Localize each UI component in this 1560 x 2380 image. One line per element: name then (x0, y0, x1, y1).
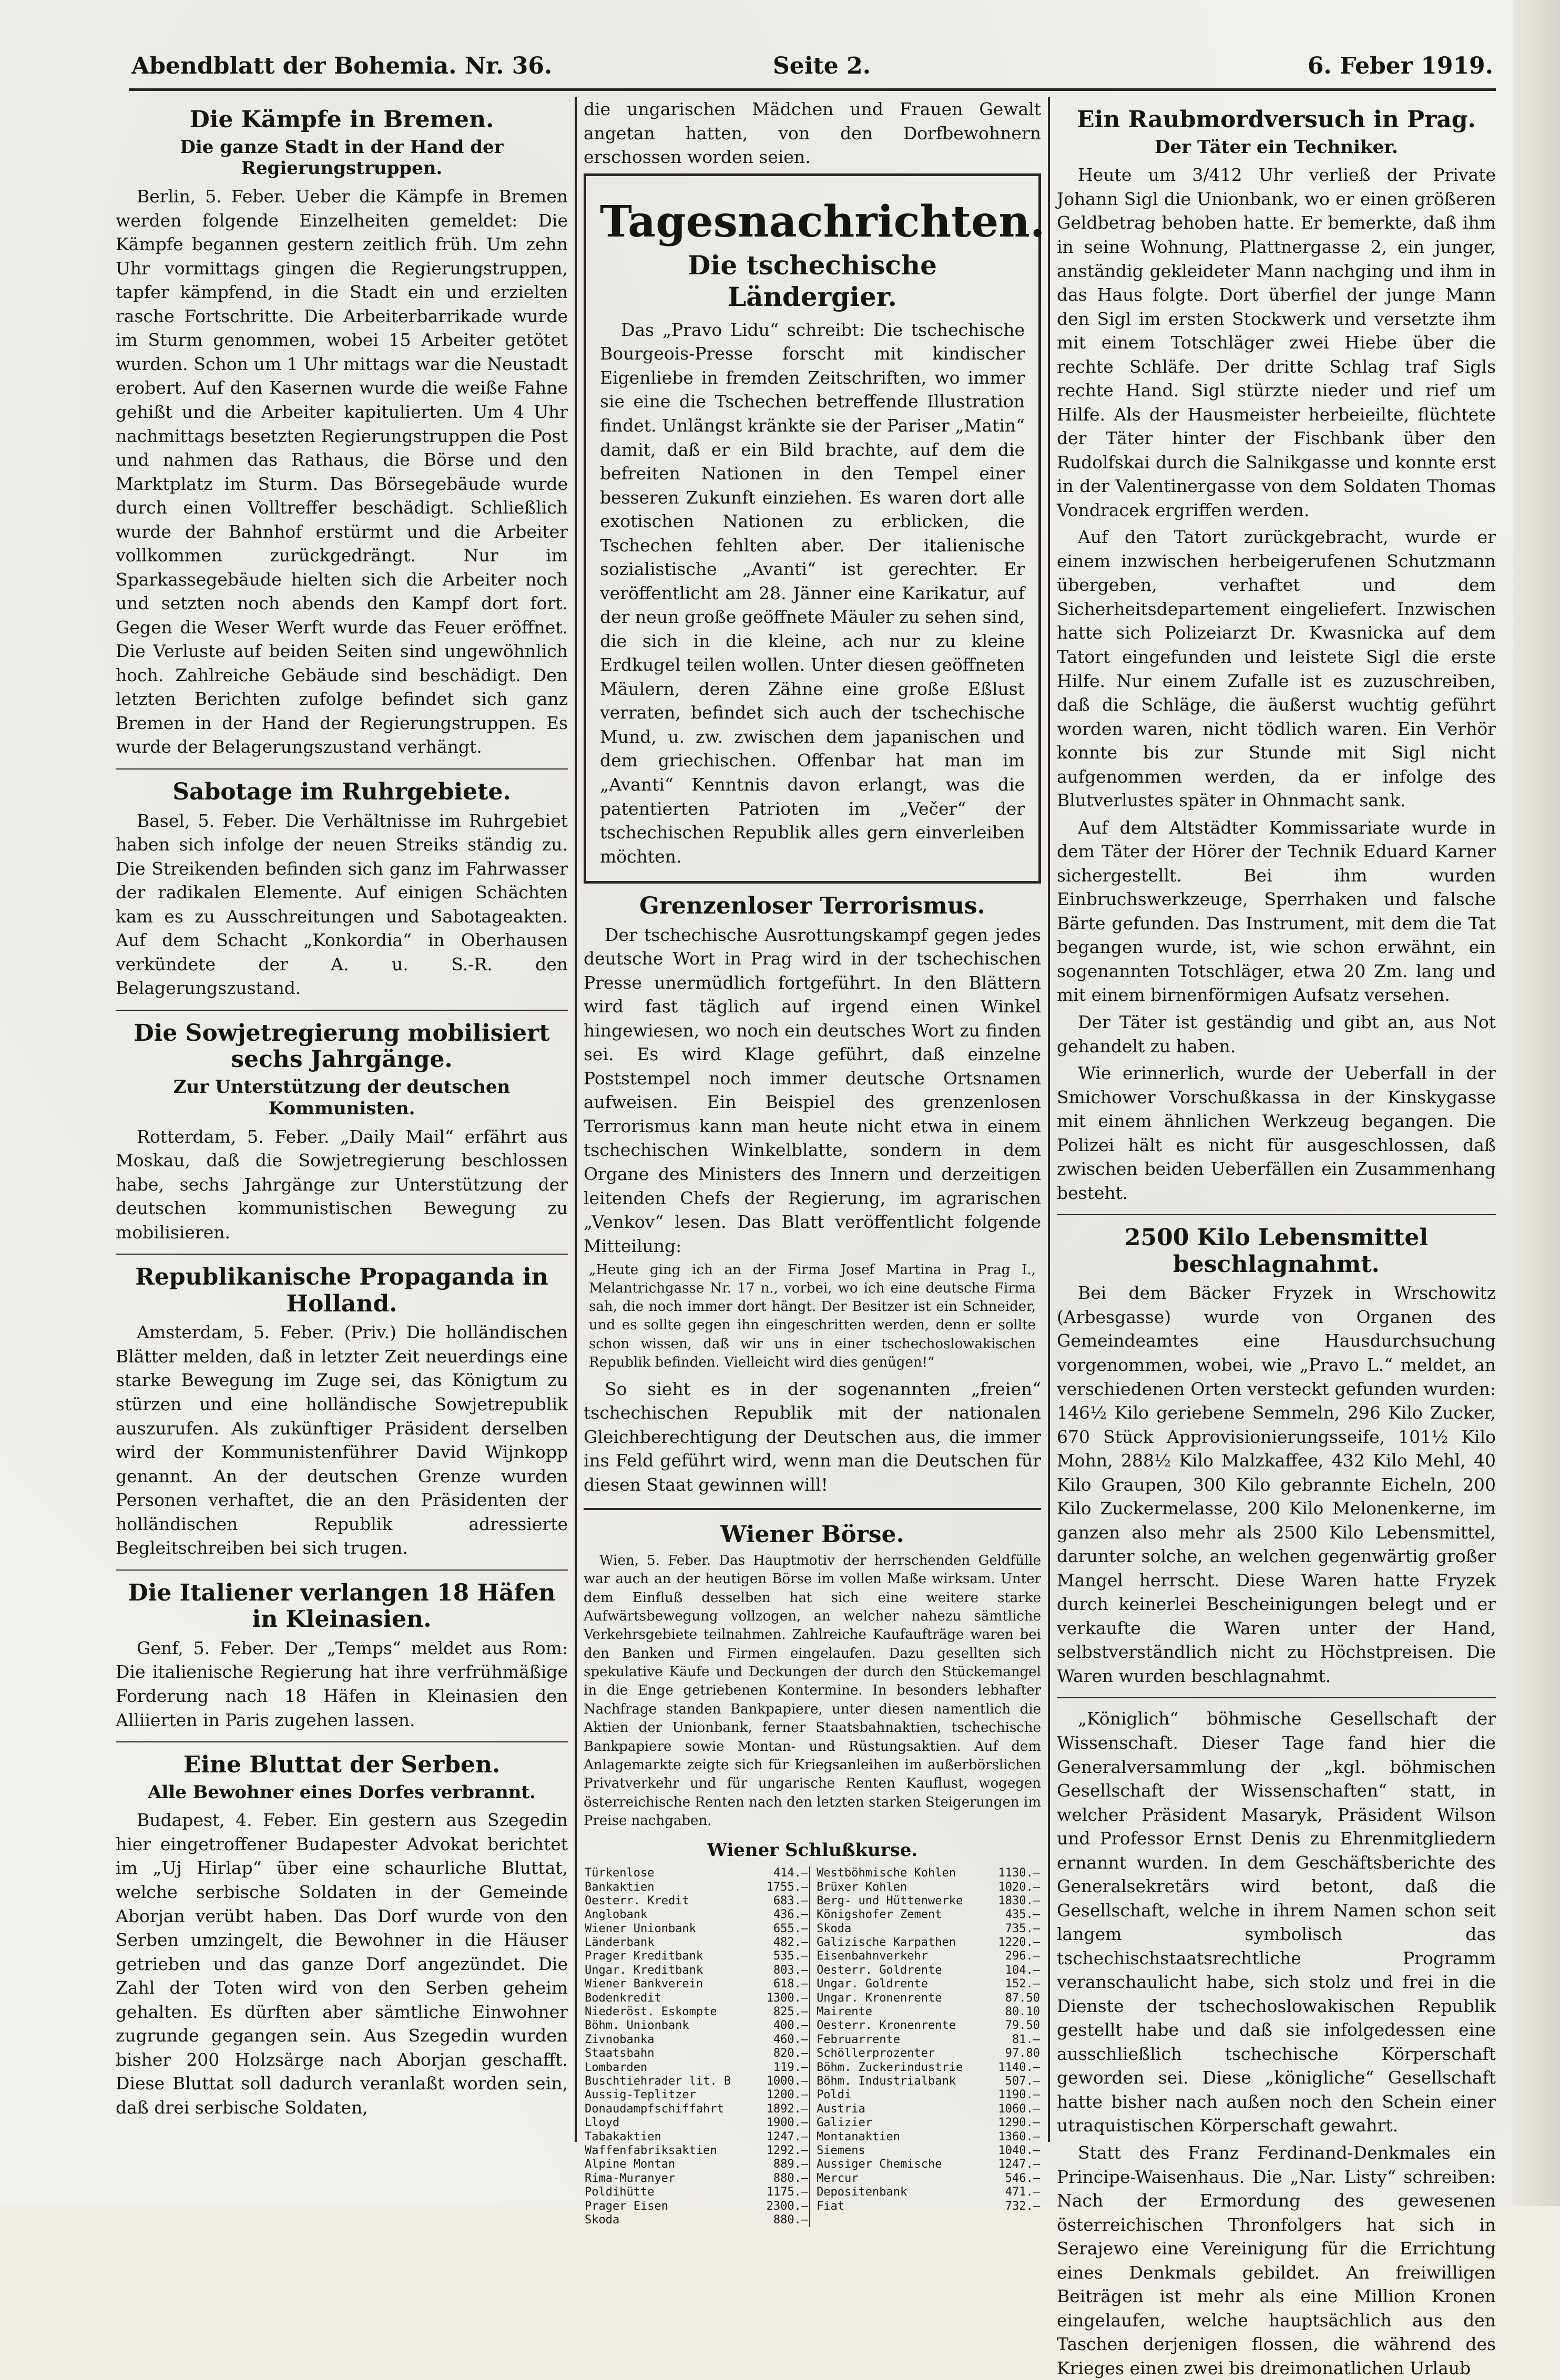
section-title: Tagesnachrichten. (600, 196, 1045, 247)
stock-value: 1200.— (766, 2088, 809, 2102)
stock-value: 79.50 (1005, 2019, 1040, 2033)
stock-value: 2300.— (766, 2199, 809, 2213)
column-separator (810, 1964, 815, 1977)
stock-value: 482.— (773, 1936, 809, 1950)
schlusskurse-table (584, 1866, 1041, 2227)
stock-value: 1755.— (766, 1880, 809, 1894)
stock-value (990, 2213, 1041, 2227)
headline: Eine Bluttat der Serben. (183, 1751, 501, 1779)
article-raubmord (1057, 107, 1496, 1205)
stock-name: Mairente (817, 2005, 873, 2019)
stock-value: 655.— (773, 1922, 809, 1935)
table-row (584, 1977, 1041, 1991)
column-separator (810, 1950, 815, 1963)
stock-name: Zivnobanka (585, 2033, 655, 2046)
stock-value: 546.— (1005, 2171, 1040, 2185)
stock-value: 400.— (773, 2019, 809, 2033)
table-row (584, 2172, 1041, 2186)
paragraph: Heute um 3/412 Uhr verließ der Private Johann Sigl die Unionbank, wo er einen größeren Geldbetrag behoben hatte. Er bemerkte, daß ihm in seine Wohnung, Plattnergasse 2, ein junger, anständig gekleideter Mann nachging und ihm in das Haus folgte. Dort überfiel der junge Mann den Sigl im ersten Stockwerk und versetzte ihm mit einem Totschläger zwei Hiebe über die rechte Schläfe. Der dritte Schlag traf Sigls rechte Hand. Sigl stürzte nieder und rief um Hilfe. Als der Hausmeister herbeieilte, flüchtete der Täter hinter der Fischbank über den Rudolfskai durch die Salnikgasse und konnte erst in der Valentinergasse von dem Soldaten Thomas Vondracek ergriffen werden. (1057, 165, 1496, 520)
stock-value: 618.— (773, 1977, 809, 1991)
stock-name: Königshofer Zement (817, 1908, 942, 1922)
stock-value: 683.— (773, 1894, 809, 1907)
paragraph: Bei dem Bäcker Fryzek in Wrschowitz (Arbesgasse) wurde von Organen des Gemeindeamtes eine Hausdurchsuchung vorgenommen, wobei, wie „Pravo L.“ meldet, an verschiedenen Orten versteckt gefunden wurden: 146½ Kilo geriebene Semmeln, 296 Kilo Zucker, 670 Stück Approvisionierungsseife, 101½ Kilo Mohn, 288½ Kilo Malzkaffee, 432 Kilo Mehl, 40 Kilo Graupen, 300 Kilo gebrannte Eicheln, 200 Kilo Zuckermelasse, 200 Kilo Melonenkerne, im ganzen also mehr als 2500 Kilo Lebensmittel, darunter solche, an welchen gegenwärtig großer Mangel herrscht. Diese Waren hatte Fryzek durch keinerlei Bescheinigungen belegt und er verkaufte die Waren unter der Hand, selbstverständlich nicht zu Höchstpreisen. Die Waren wurden beschlagnahmt. (1057, 1283, 1496, 1686)
column-separator (810, 2130, 815, 2144)
table-row (584, 1936, 1041, 1950)
schlusskurse-table-section (584, 1840, 1041, 2227)
paragraph: Auf dem Altstädter Kommissariate wurde in dem Täter der Hörer der Technik Eduard Karner sichergestellt. Bei ihm wurden Einbruchswerkzeuge, Sperrhaken und falsche Bärte gefunden. Das Instrument, mit dem die Tat begangen wurde, ist, wie schon erwähnt, ein sogenannten Totschläger, etwa 20 Zm. lang und mit einem birnenförmigen Aufsatz versehen. (1057, 817, 1496, 1006)
subheadline: Die tschechische Ländergier. (688, 249, 937, 312)
stock-value: 1190.— (998, 2088, 1040, 2102)
stock-name: Buschtiehrader lit. B (585, 2075, 731, 2088)
headline: 2500 Kilo Lebensmittel beschlagnahmt. (1124, 1224, 1429, 1278)
divider (116, 1010, 568, 1011)
stock-value: 104.— (1005, 1963, 1040, 1977)
column-divider (1048, 97, 1050, 2142)
column-separator (810, 2019, 815, 2033)
column-separator (810, 2213, 815, 2227)
stock-name: Niederöst. Eskompte (585, 2005, 717, 2019)
stock-name: Eisenbahnverkehr (817, 1950, 928, 1963)
stock-value: 1830.— (998, 1894, 1040, 1907)
stock-name: Türkenlose (585, 1866, 655, 1880)
stock-name: Depositenbank (817, 2186, 908, 2199)
divider (584, 1508, 1041, 1510)
table-row (584, 1992, 1041, 2005)
paragraph: Wien, 5. Feber. Das Hauptmotiv der herrschenden Geldfülle war auch an der heutigen Börse im vollen Maße wirksam. Unter dem Einfluß desselben hat sich eine weitere starke Aufwärtsbewegung vollzogen, an welcher nahezu sämtliche Verkehrsgebiete teilnahmen. Zahlreiche Kaufaufträge waren bei den Banken und Firmen eingelaufen. Dazu gesellten sich spekulative Käufe und Deckungen der durch den Stückemangel in die Enge getriebenen Kontermine. In besonders lebhafter Nachfrage standen Bankpapiere, unter diesen namentlich die Aktien der Unionbank, ferner Staatsbahnaktien, tschechische Bankpapiere sowie Montan- und Rüstungsaktien. Auf dem Anlagemarkte zeigte sich für Kriegsanleihen im außerbörslichen Privatverkehr und für ungarische Renten Kauflust, wogegen österreichische Renten nach den letzten starken Steigerungen im Preise nachgaben. (584, 1552, 1041, 1829)
stock-value: 1140.— (998, 2060, 1040, 2074)
paragraph: So sieht es in der sogenannten „freien“ tschechischen Republik mit der nationalen Gleichberechtigung der Deutschen aus, die immer ins Feld geführt wird, wenn man die Deutschen für diesen Staat gewinnen will! (584, 1378, 1041, 1495)
column-1 (116, 97, 568, 2142)
stock-name: Ungar. Goldrente (817, 1977, 928, 1991)
column-separator (810, 2186, 815, 2199)
column-separator (810, 1992, 815, 2005)
stock-name: Siemens (817, 2143, 865, 2157)
table-row (584, 2075, 1041, 2088)
stock-name: Staatsbahn (585, 2047, 655, 2060)
stock-value: 81.— (1012, 2033, 1040, 2046)
stock-value: 1892.— (766, 2102, 809, 2116)
table-row (584, 2088, 1041, 2102)
stock-value: 296.— (1005, 1950, 1040, 1963)
column-separator (810, 1977, 815, 1991)
paragraph: Basel, 5. Feber. Die Verhältnisse im Ruhrgebiet haben sich infolge der neuen Streiks ständig zu. Die Streikenden befinden sich ganz im Fahrwasser der radikalen Elemente. Auf einigen Schächten kam es zu Ausschreitungen und Sabotageakten. Auf dem Schacht „Konkordia“ in Oberhausen verkündete der A. u. S.-R. den Belagerungszustand. (116, 810, 568, 999)
table-row (584, 2130, 1041, 2144)
paragraph: Amsterdam, 5. Feber. (Priv.) Die holländischen Blätter melden, daß in letzter Zeit neuerdings eine starke Bewegung im Zuge sei, das Königtum zu stürzen und eine holländische Sowjetrepublik auszurufen. Als zukünftiger Präsident derselben wird der Kommunistenführer David Wijnkopp genannt. An der deutschen Grenze wurden Personen verhaftet, die an den Präsidenten der holländischen Republik adressierte Begleitschreiben bei sich trugen. (116, 1322, 568, 1558)
stock-name: Montanaktien (817, 2130, 901, 2143)
subheadline: Der Täter ein Techniker. (1155, 136, 1398, 158)
divider (1057, 1697, 1496, 1698)
stock-name: Böhm. Industrialbank (817, 2075, 956, 2088)
column-separator (810, 2116, 815, 2130)
stock-name: Schöllerprozenter (817, 2047, 935, 2060)
paragraph: Budapest, 4. Feber. Ein gestern aus Szegedin hier eingetroffener Budapester Advokat berichtet im „Uj Hirlap“ über eine schaurliche Bluttat, welche serbische Soldaten in der Gemeinde Aborjan verübt haben. Das Dorf wurde von den Serben umzingelt, die Bewohner in die Häuser getrieben und das ganze Dorf angezündet. Die Zahl der Toten wird von den Serben geheim gehalten. Es dürften aber sämtliche Einwohner zugrunde gegangen sein. Aus Szegedin wurden bisher 200 Holzsärge nach Aborjan geschafft. Diese Bluttat soll dadurch veranlaßt worden sein, daß drei serbische Soldaten, (116, 1810, 568, 2118)
column-separator (810, 2033, 815, 2047)
column-separator (810, 2047, 815, 2060)
headline: Die Sowjetregierung mobilisiert sechs Jahrgänge. (134, 1019, 550, 1073)
column-separator (810, 2005, 815, 2019)
table-row (584, 2116, 1041, 2130)
column-separator (810, 2144, 815, 2158)
stock-name: Galizier (817, 2116, 873, 2130)
header-date: 6. Feber 1919. (1307, 53, 1493, 79)
headline: Wiener Börse. (720, 1521, 904, 1548)
column-separator (810, 1922, 815, 1936)
article-serben (116, 1752, 568, 2119)
table-row (584, 2200, 1041, 2213)
table-row (584, 2144, 1041, 2158)
table-row (584, 2033, 1041, 2047)
column-separator (810, 2102, 815, 2116)
table-row (584, 2213, 1041, 2227)
stock-value: 1900.— (766, 2116, 809, 2130)
stock-name: Poldi (817, 2088, 852, 2102)
article-italiener (116, 1580, 568, 1732)
stock-name: Waffenfabriksaktien (585, 2143, 717, 2157)
stock-name: Ungar. Kronenrente (817, 1991, 942, 2005)
stock-value: 820.— (773, 2047, 809, 2060)
article-bremen (116, 107, 568, 759)
table-row (584, 1908, 1041, 1922)
paragraph: Der tschechische Ausrottungskampf gegen jedes deutsche Wort in Prag wird in der tschechischen Presse unermüdlich fortgeführt. In den Blättern wird fast täglich auf irgend einen Winkel hingewiesen, wo noch ein deutsches Wort zu finden sei. Es wird Klage geführt, daß einzelne Poststempel noch immer deutsche Ortsnamen aufweisen. Ein Beispiel des grenzenlosen Terrorismus kann man heute nicht etwa in einem tschechischen Winkelblatte, sondern in dem Organe des Ministers des Innern und derzeitigen leitenden Chefs der Regierung, im agrarischen „Venkov“ lesen. Das Blatt veröffentlicht folgende Mitteilung: (584, 924, 1041, 1256)
stock-value: 507.— (1005, 2075, 1040, 2088)
column-separator (810, 1881, 815, 1894)
stock-value: 1220.— (998, 1936, 1040, 1950)
stock-name: Skoda (817, 1922, 852, 1935)
stock-value: 535.— (773, 1950, 809, 1963)
stock-name: Bankaktien (585, 1880, 655, 1894)
stock-value: 471.— (1005, 2186, 1040, 2199)
column-separator (810, 2200, 815, 2213)
stock-name: Februarrente (817, 2033, 901, 2046)
table-title: Wiener Schlußkurse. (707, 1840, 918, 1861)
article-ruhrgebiet (116, 779, 568, 1000)
stock-name: Fiat (817, 2199, 845, 2213)
table-row (584, 2047, 1041, 2060)
table-row (584, 2158, 1041, 2171)
table-row (584, 1922, 1041, 1936)
table-row (584, 2019, 1041, 2033)
column-separator (810, 2075, 815, 2088)
subheadline: Alle Bewohner eines Dorfes verbrannt. (147, 1781, 536, 1803)
stock-name: Galizische Karpathen (817, 1936, 956, 1950)
stock-value: 889.— (773, 2158, 809, 2171)
stock-value: 825.— (773, 2005, 809, 2019)
stock-value: 1247.— (998, 2158, 1040, 2171)
table-row (584, 1866, 1041, 1880)
stock-value: 1060.— (998, 2102, 1040, 2116)
table-row (584, 2102, 1041, 2116)
column-3 (1057, 97, 1496, 2378)
stock-name: Mercur (817, 2171, 859, 2185)
stock-value: 97.80 (1005, 2047, 1040, 2060)
stock-value: 1000.— (766, 2075, 809, 2088)
divider (116, 1569, 568, 1571)
stock-name: Länderbank (585, 1936, 655, 1950)
stock-value: 1175.— (766, 2186, 809, 2199)
stock-name: Prager Kreditbank (585, 1950, 703, 1963)
paragraph: Genf, 5. Feber. Der „Temps“ meldet aus Rom: Die italienische Regierung hat ihre verfrühmäßige Forderung nach 18 Häfen in Kleinasien den Alliierten in Paris zugehen lassen. (116, 1637, 568, 1730)
stock-value: 880.— (773, 2213, 809, 2227)
stock-name: Lloyd (585, 2116, 620, 2130)
divider (116, 1254, 568, 1255)
stock-name: Aussig-Teplitzer (585, 2088, 696, 2102)
header-page-number: Seite 2. (773, 53, 871, 79)
stock-name: Tabakaktien (585, 2130, 661, 2143)
divider (116, 1741, 568, 1742)
stock-name: Böhm. Zuckerindustrie (817, 2060, 963, 2074)
divider (1057, 1214, 1496, 1215)
article-sowjetregierung (116, 1020, 568, 1244)
stock-name: Austria (817, 2102, 865, 2116)
paragraph: Berlin, 5. Feber. Ueber die Kämpfe in Bremen werden folgende Einzelheiten gemeldet: Die Kämpfe begannen gestern zeitlich früh. Um zehn Uhr vormittags gingen die Regierungstruppen, tapfer kämpfend, in die Stadt ein und erzielten rasche Fortschritte. Die Arbeiterbarrikade wurde im Sturm genommen, wobei 15 Arbeiter getötet wurden. Schon um 1 Uhr mittags war die Neustadt erobert. Auf den Kasernen wurde die weiße Fahne gehißt und die Arbeiter kapitulierten. Um 4 Uhr nachmittags besetzten Regierungstruppen die Post und nahmen das Rathaus, die Börse und den Marktplatz im Sturm. Das Börsegebäude wurde durch einen Volltreffer beschädigt. Schließlich wurde der Bahnhof erstürmt und die Arbeiter vollkommen zurückgedrängt. Nur im Sparkassegebäude hielten sich die Arbeiter noch und setzten noch abends den Kampf dort fort. Gegen die Weser Werft wurde das Feuer eröffnet. Die Verluste auf beiden Seiten sind ungewöhnlich hoch. Zahlreiche Gebäude sind beschädigt. Den letzten Berichten zufolge befindet sich ganz Bremen in der Hand der Regierungstruppen. Es wurde der Belagerungszustand verhängt. (116, 186, 568, 757)
headline: Republikanische Propaganda in Holland. (135, 1264, 548, 1317)
subheadline: Zur Unterstützung der deutschen Kommunisten. (173, 1076, 511, 1119)
stock-value: 1020.— (998, 1880, 1040, 1894)
column-separator (810, 2158, 815, 2171)
stock-name: Skoda (585, 2213, 620, 2227)
stock-value: 1130.— (998, 1866, 1040, 1880)
stock-name: Wiener Bankverein (585, 1977, 703, 1991)
stock-name: Böhm. Unionbank (585, 2019, 689, 2033)
column-separator (810, 1894, 815, 1908)
paragraph: „Königlich“ böhmische Gesellschaft der Wissenschaft. Dieser Tage fand hier die Generalversammlung der „kgl. böhmischen Gesellschaft der Wissenschaften“ statt, in welcher Präsident Masaryk, Präsident Wilson und Professor Ernst Denis zu Ehrenmitgliedern ernannt wurden. In dem Geschäftsberichte des Generalsekretärs wird betont, daß die Gesellschaft, welche in ihrem Namen schon seit langem symbolisch das tschechischstaatsrechtliche Programm veranschaulicht habe, sich stolz und frei in die Dienste der tschechoslowakischen Republik gestellt habe und daß sie infolgedessen eine ausschließlich tschechische Körperschaft geworden sei. Diese „königliche“ Gesellschaft hatte bisher nach außen noch den Schein einer utraquistischen Körperschaft gewahrt. (1057, 1708, 1496, 2136)
stock-name: Anglobank (585, 1908, 648, 1922)
stock-name: Berg- und Hüttenwerke (817, 1894, 963, 1907)
stock-value: 880.— (773, 2171, 809, 2185)
stock-name: Lombarden (585, 2060, 648, 2074)
stock-value: 414.— (773, 1866, 809, 1880)
stock-value: 87.50 (1005, 1991, 1040, 2005)
column-separator (810, 1866, 815, 1880)
headline: Grenzenloser Terrorismus. (639, 892, 985, 920)
paragraph: Der Täter ist geständig und gibt an, aus Not gehandelt zu haben. (1057, 1011, 1496, 1056)
stock-value: 803.— (773, 1963, 809, 1977)
headline: Sabotage im Ruhrgebiete. (172, 778, 511, 805)
stock-value: 1300.— (766, 1991, 809, 2005)
page-header (131, 53, 1493, 89)
stock-name: Aussiger Chemische (817, 2158, 942, 2171)
paragraph: Rotterdam, 5. Feber. „Daily Mail“ erfährt aus Moskau, daß die Sowjetregierung beschlossen habe, sechs Jahrgänge zur Unterstützung der deutschen kommunistischen Bewegung zu mobilisieren. (116, 1126, 568, 1243)
stock-name: Rima-Muranyer (585, 2171, 676, 2185)
stock-name: Oesterr. Kredit (585, 1894, 689, 1907)
stock-value: 436.— (773, 1908, 809, 1922)
stock-name: Wiener Unionbank (585, 1922, 696, 1935)
paragraph: Auf den Tatort zurückgebracht, wurde er einem inzwischen herbeigerufenen Schutzmann übergeben, verhaftet und dem Sicherheitsdepartement eingeliefert. Inzwischen hatte sich Polizeiarzt Dr. Kwasnicka auf dem Tatort eingefunden und leistete Sigl die erste Hilfe. Nur einem Zufalle ist es zuzuschreiben, daß die Schläge, die äußerst wuchtig geführt worden waren, nicht tödlich waren. Ein Verhör konnte bis zur Stunde mit Sigl nicht aufgenommen werden, da er infolge des Blutverlustes später in Ohnmacht sank. (1057, 527, 1496, 811)
article-wiener-boerse (584, 1522, 1041, 1830)
stock-name: Poldihütte (585, 2186, 655, 2199)
stock-value: 435.— (1005, 1908, 1040, 1922)
headline: Die Italiener verlangen 18 Häfen in Kleinasien. (128, 1579, 556, 1633)
stock-name: Ungar. Kreditbank (585, 1963, 703, 1977)
paragraph: Statt des Franz Ferdinand-Denkmales ein Principe-Waisenhaus. Die „Nar. Listy“ schreiben: Nach der Ermordung des gewesenen österreichischen Thronfolgers hat sich in Serajewo eine Vereinigung für die Errichtung eines Denkmals gebildet. An freiwilligen Beiträgen ist mehr als eine Million Kronen eingelaufen, welche hauptsächlich aus den Taschen derjenigen flossen, die während des Krieges einen zwei bis dreimonatlichen Urlaub (1057, 2142, 1496, 2378)
stock-name: Brüxer Kohlen (817, 1880, 908, 1894)
table-row (584, 1964, 1041, 1977)
stock-name: Bodenkredit (585, 1991, 661, 2005)
column-separator (810, 2088, 815, 2102)
stock-value: 152.— (1005, 1977, 1040, 1991)
table-row (584, 1894, 1041, 1908)
stock-value: 80.10 (1005, 2005, 1040, 2019)
article-gesellschaft (1057, 1707, 1496, 2380)
stock-value: 732.— (1005, 2199, 1040, 2213)
stock-name: Prager Eisen (585, 2199, 668, 2213)
stock-value: 1247.— (766, 2130, 809, 2143)
headline: Die Kämpfe in Bremen. (189, 106, 494, 133)
column-2 (584, 97, 1045, 2227)
stock-name: Donaudampfschiffahrt (585, 2102, 724, 2116)
stock-value: 1292.— (766, 2143, 809, 2157)
stock-name: Alpine Montan (585, 2158, 676, 2171)
paragraph: Wie erinnerlich, wurde der Ueberfall in der Smichower Vorschußkassa in der Kinskygasse mit einem ähnlichen Werkzeug begangen. Die Polizei hält es nicht für ausgeschlossen, daß zwischen beiden Ueberfällen ein Zusammenhang besteht. (1057, 1063, 1496, 1203)
paragraph: Das „Pravo Lidu“ schreibt: Die tschechische Bourgeois-Presse forscht mit kindischer Eigenliebe in fremden Zeitschriften, wo immer sie eine die Tschechen betreffende Illustration findet. Unlängst kränkte sie der Pariser „Matin“ damit, daß er ein Bild brachte, auf dem die befreiten Nationen in den Tempel einer besseren Zukunft einziehen. Es waren dort alle exotischen Nationen zu erblicken, die Tschechen fehlten aber. Der italienische sozialistische „Avanti“ ist gerechter. Er veröffentlicht am 28. Jänner eine Karikatur, auf der neun große geöffnete Mäuler zu sehen sind, die sich in die kleine, ach nur zu kleine Erdkugel teilen wollen. Unter diesen geöffneten Mäulern, deren Zähne eine große Eßlust verraten, befindet sich auch der tschechische Mund, u. zw. zwischen dem japanischen und dem griechischen. Offenbar hat man im „Avanti“ Kenntnis davon erlangt, was die patentierten Patrioten im „Večer“ der tschechischen Republik alles gern einverleiben möchten. (600, 319, 1025, 867)
stock-name: Oesterr. Goldrente (817, 1963, 942, 1977)
article-tagesnachrichten (584, 173, 1045, 884)
subheadline: Die ganze Stadt in der Hand der Regierungstruppen. (180, 136, 504, 179)
article-lebensmittel (1057, 1225, 1496, 1688)
table-row (584, 2186, 1041, 2199)
column-separator (810, 1936, 815, 1950)
stock-value: 735.— (1005, 1922, 1040, 1935)
stock-value: 119.— (773, 2060, 809, 2074)
stock-value: 460.— (773, 2033, 809, 2046)
table-row (584, 1881, 1041, 1894)
table-row (584, 2005, 1041, 2019)
divider (116, 768, 568, 770)
table-row (584, 2061, 1041, 2075)
stock-value: 1360.— (998, 2130, 1040, 2143)
article-holland (116, 1264, 568, 1560)
header-rule (129, 88, 1496, 91)
column-divider (575, 97, 577, 2142)
table-row (584, 1950, 1041, 1963)
header-masthead: Abendblatt der Bohemia. Nr. 36. (131, 53, 553, 79)
quotation: „Heute ging ich an der Firma Josef Martina in Prag I., Melantrichgasse Nr. 17 n., vorbei, wo ich eine deutsche Firma sah, die noch immer dort hängt. Der Besitzer ist ein Schneider, und es sollte gegen ihn eingeschritten werden, denn er sollte schon wissen, daß wir uns in einer tschechoslowakischen Republik befinden. Vielleicht wird dies genügen!“ (589, 1262, 1036, 1370)
stock-value: 1290.— (998, 2116, 1040, 2130)
stock-value: 1040.— (998, 2143, 1040, 2157)
stock-name: Westböhmische Kohlen (817, 1866, 956, 1880)
column-separator (810, 2061, 815, 2075)
column-separator (810, 1908, 815, 1922)
stock-name (815, 2213, 990, 2227)
headline: Ein Raubmordversuch in Prag. (1077, 106, 1476, 133)
stock-name: Oesterr. Kronenrente (817, 2019, 956, 2033)
paragraph-continued: die ungarischen Mädchen und Frauen Gewalt angetan hatten, von den Dorfbewohnern erschossen worden seien. (584, 99, 1041, 168)
article-terrorismus (584, 893, 1041, 1496)
page-edge-shadow (1513, 0, 1560, 2206)
column-separator (810, 2172, 815, 2186)
